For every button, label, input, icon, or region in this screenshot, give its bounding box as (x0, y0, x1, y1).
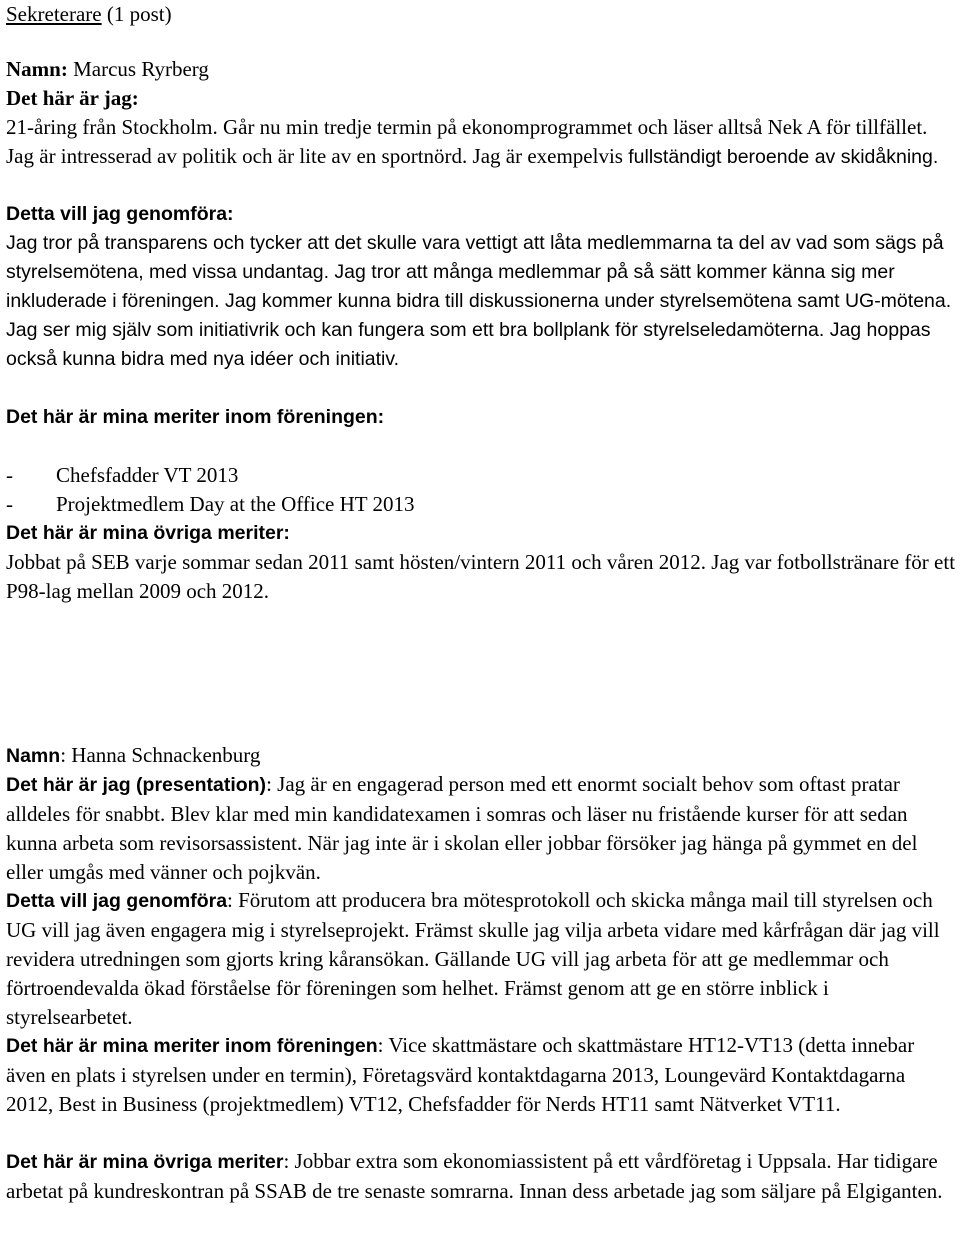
candidate2-about: Det här är jag (presentation): Jag är en engagerad person med ett enormt socialt behov som oftast pratar alldeles för snabbt. Blev klar med min kandidatexamen i somras och läser nu fristående kurser för att sedan kunna arbeta som revisorsassistent. När jag inte är i skolan eller jobbar försöker jag hänga på gymmet en del eller umgås med vänner och pojkvän. (6, 772, 918, 884)
post-count: (1 post) (101, 2, 172, 26)
section-title: Sekreterare (6, 2, 102, 26)
candidate2-goals: Detta vill jag genomföra: Förutom att producera bra mötesprotokoll och skicka många mail till styrelsen och UG vill jag även engagera mig i styrelseprojekt. Främst skulle jag vilja arbeta vidare med kårfrågan där jag vill revidera utredningen som gjorts kring kåransökan. Gällande UG vill jag arbeta för att ge medlemmar och förtroendevalda ökad förståelse för föreningen som helhet. Främst genom att ge en större inblick i styrelsearbetet. (6, 888, 940, 1029)
candidate1-merits-label: Det här är mina meriter inom föreningen: (6, 406, 385, 428)
candidate1-about-label: Det här är jag: (6, 86, 139, 110)
candidate1-other-text: Jobbat på SEB varje sommar sedan 2011 samt hösten/vintern 2011 och våren 2012. Jag var fotbollstränare för ett P98-lag mellan 2009 och 2012. (6, 550, 956, 603)
section-heading (6, 0, 956, 29)
candidate-name: Marcus Ryrberg (67, 57, 209, 81)
name-label: Namn: (6, 57, 68, 81)
candidate-name: : Hanna Schnackenburg (60, 743, 261, 767)
goals-label: Detta vill jag genomföra: (6, 203, 234, 225)
candidate1-about-text: 21-åring från Stockholm. Går nu min tredje termin på ekonomprogrammet och läser alltså Nek A för tillfället. Jag är intresserad av politik och är lite av en sportnörd. Jag är exempelvis fullständigt beroende av skidåkning. (6, 115, 939, 168)
merit-item: - Chefsfadder VT 2013 (6, 463, 239, 487)
candidate2-other: Det här är mina övriga meriter: Jobbar extra som ekonomiassistent på ett vårdföretag i Uppsala. Har tidigare arbetat på kundreskontran på SSAB de tre senaste somrarna. Innan dess arbetade jag som säljare på Elgiganten. (6, 1149, 943, 1203)
goals-text: Jag tror på transparens och tycker att det skulle vara vettigt att låta medlemmarna ta del av vad som sägs på styrelsemötena, med vissa undantag. Jag tror att många medlemmar på så sätt kommer känna sig mer inkluderade i föreningen. Jag kommer kunna bidra till diskussionerna under styrelsemötena samt UG-mötena. Jag ser mig själv som initiativrik och kan fungera som ett bra bollplank för styrelseledamöterna. Jag hoppas också kunna bidra med nya idéer och initiativ. (6, 232, 952, 370)
candidate2-merits: Det här är mina meriter inom föreningen: Vice skattmästare och skattmästare HT12-VT13 (detta innebar även en plats i styrelsen under en termin), Företagsvärd kontaktdagarna 2013, Loungevärd Kontaktdagarna 2012, Best in Business (projektmedlem) VT12, Chefsfadder för Nerds HT11 samt Nätverket VT11. (6, 1033, 915, 1116)
merit-item: - Projektmedlem Day at the Office HT 2013 (6, 492, 415, 516)
candidate1-other-label: Det här är mina övriga meriter: (6, 522, 290, 544)
goals-label: Detta vill jag genomföra (6, 890, 228, 912)
other-label: Det här är mina övriga meriter (6, 1151, 284, 1173)
name-label: Namn (6, 745, 61, 767)
candidate1-goals (6, 200, 956, 374)
about-label: Det här är jag (presentation) (6, 774, 267, 796)
merits-label: Det här är mina meriter inom föreningen (6, 1035, 378, 1057)
candidate1-name-line (6, 55, 956, 84)
candidate2-name-line (6, 741, 956, 771)
